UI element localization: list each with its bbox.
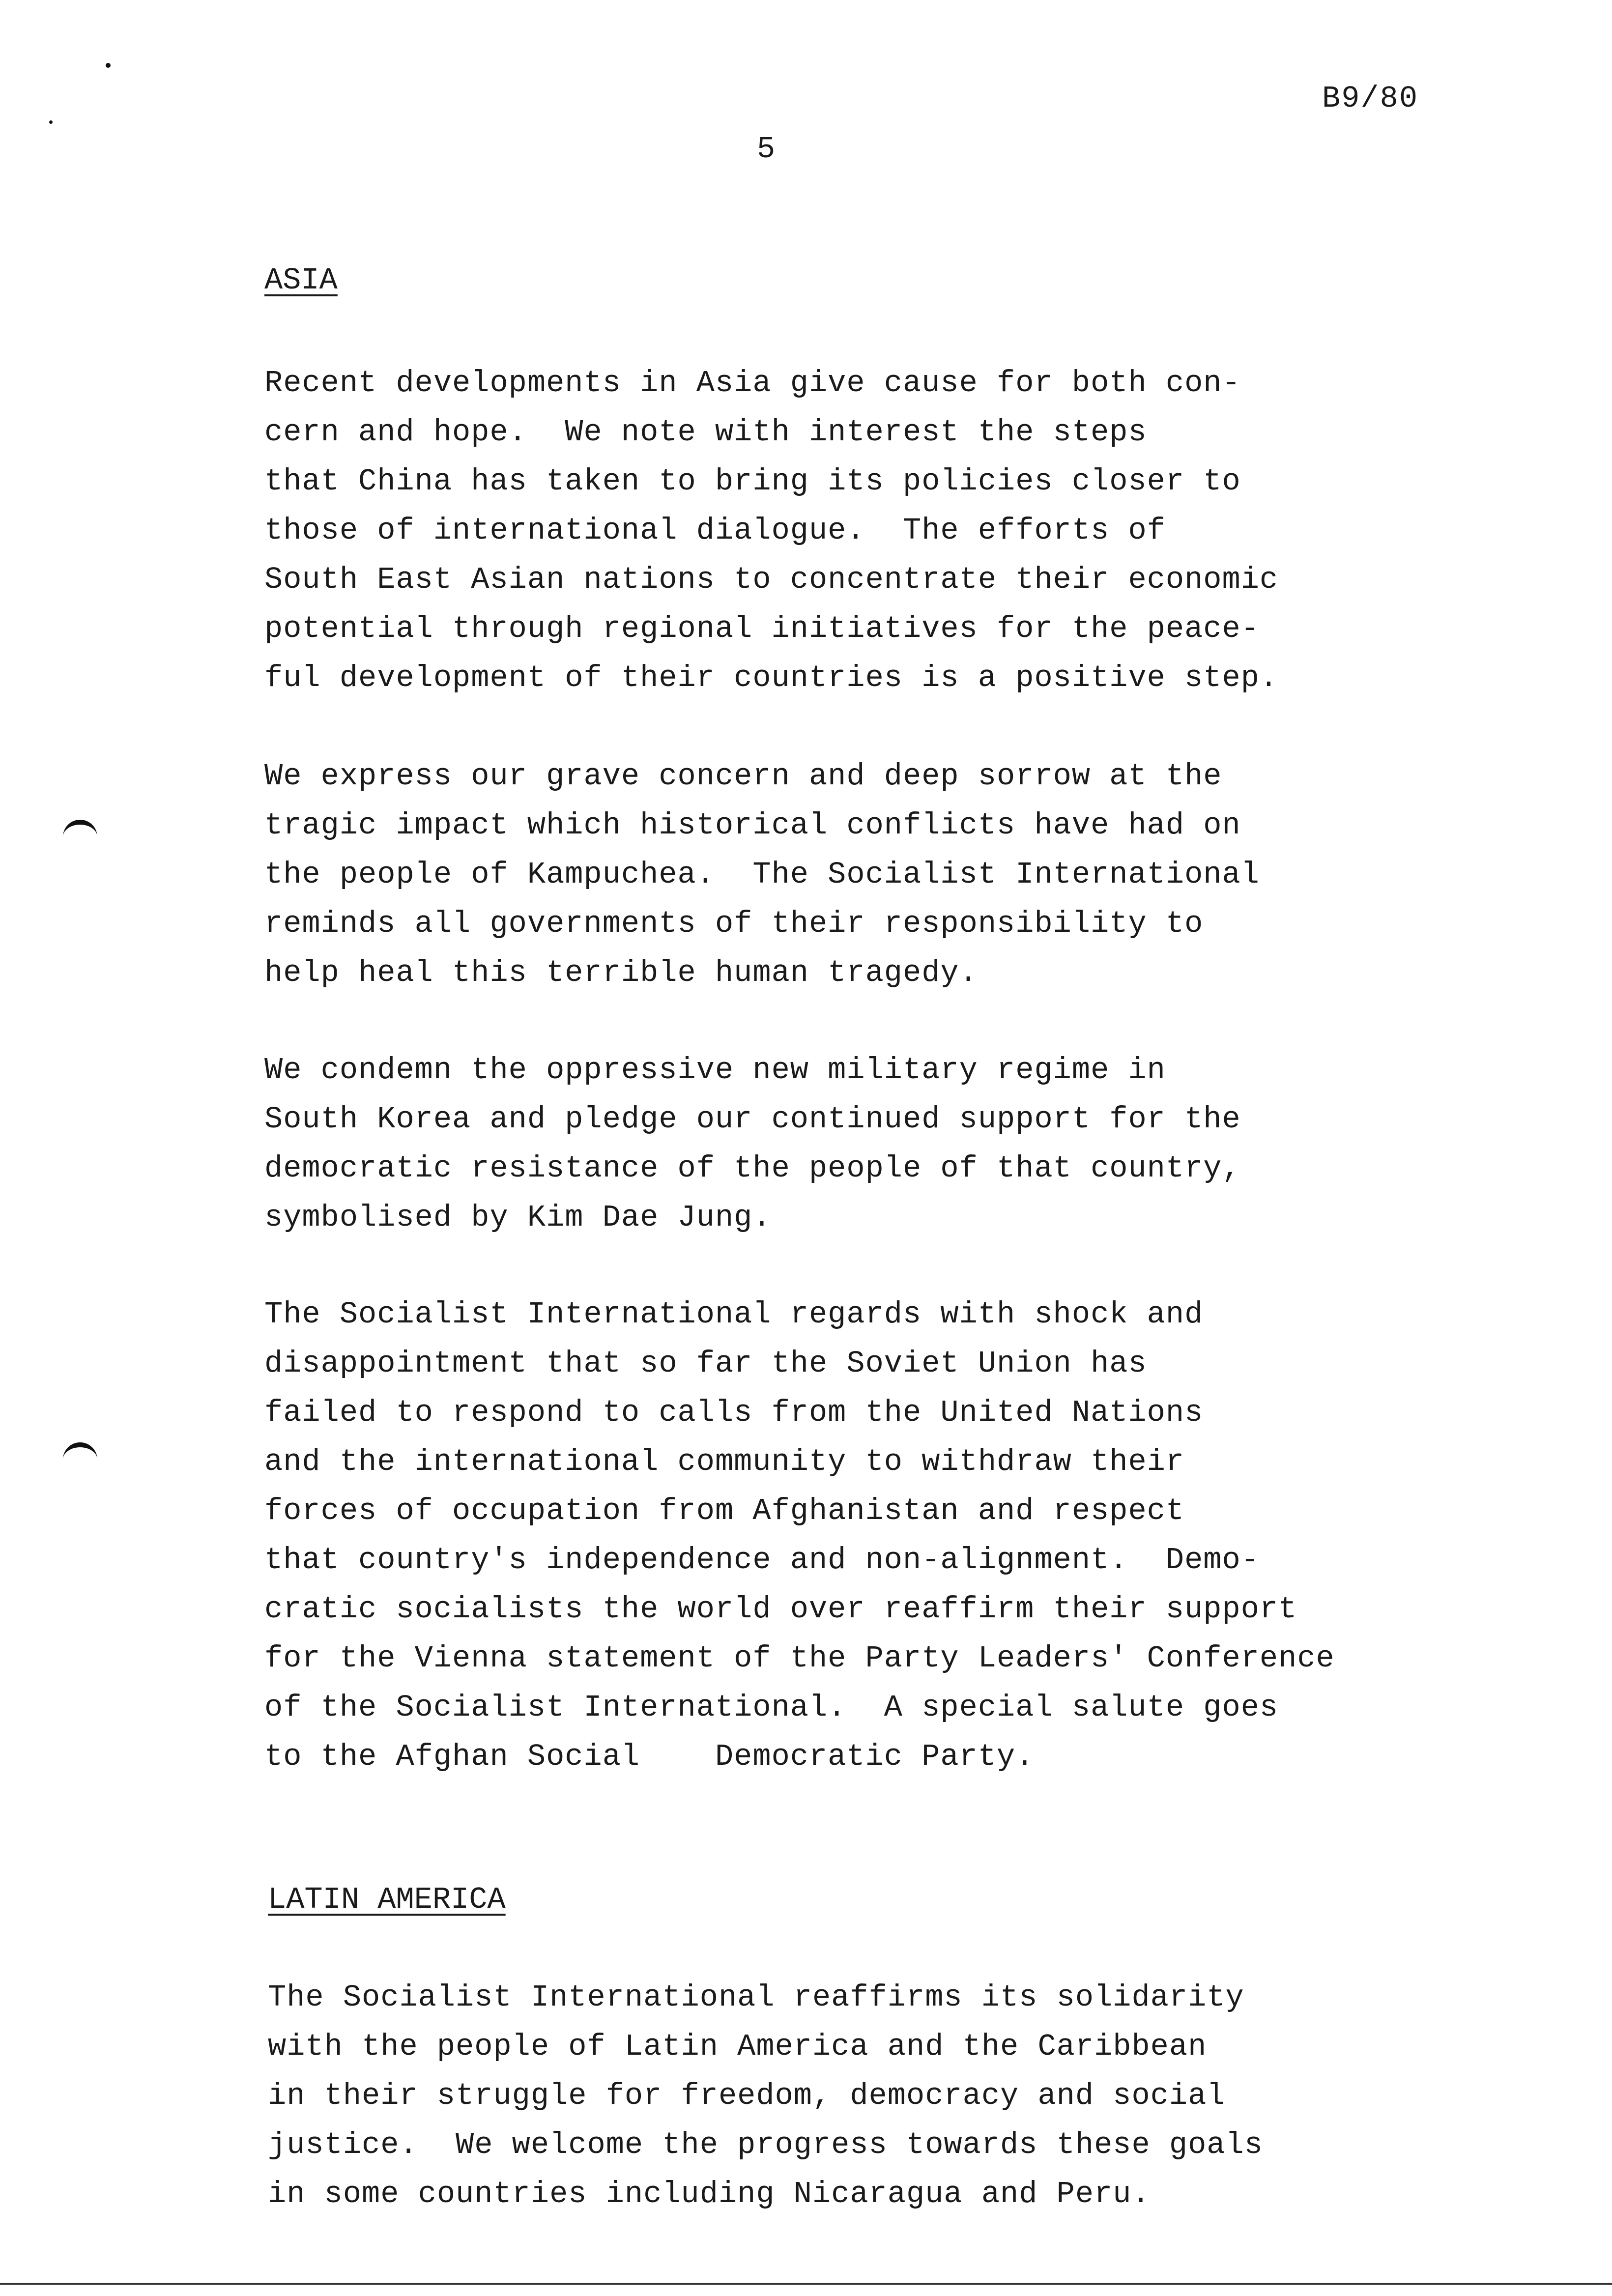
text-line: potential through regional initiatives for the peace- <box>264 611 1260 646</box>
paragraph-asia-1 <box>264 359 1395 703</box>
text-line: disappointment that so far the Soviet Union has <box>264 1346 1147 1381</box>
text-line: justice. We welcome the progress towards these goals <box>268 2127 1263 2162</box>
margin-mark <box>63 1442 97 1461</box>
scan-speck <box>49 120 53 124</box>
text-line: The Socialist International reaffirms its solidarity <box>268 1980 1244 2015</box>
text-line: with the people of Latin America and the Caribbean <box>268 2029 1207 2064</box>
page-bottom-rule <box>0 2283 1612 2285</box>
paragraph-latin-america-1 <box>268 1973 1398 2219</box>
text-line: tragic impact which historical conflicts have had on <box>264 808 1241 843</box>
page-number: 5 <box>757 132 776 167</box>
text-line: of the Socialist International. A special salute goes <box>264 1690 1279 1725</box>
text-line: cratic socialists the world over reaffirm their support <box>264 1592 1297 1627</box>
text-line: Recent developments in Asia give cause for both con- <box>264 366 1241 401</box>
text-line: help heal this terrible human tragedy. <box>264 955 978 990</box>
text-line: cern and hope. We note with interest the steps <box>264 415 1147 450</box>
text-line: democratic resistance of the people of that country, <box>264 1151 1241 1186</box>
margin-mark <box>63 820 97 838</box>
text-line: in some countries including Nicaragua and Peru. <box>268 2177 1151 2211</box>
paragraph-asia-2 <box>264 752 1395 998</box>
text-line: the people of Kampuchea. The Socialist International <box>264 857 1260 892</box>
text-line: ful development of their countries is a positive step. <box>264 660 1279 695</box>
paragraph-asia-4 <box>264 1290 1395 1781</box>
text-line: symbolised by Kim Dae Jung. <box>264 1200 772 1235</box>
text-line: to the Afghan Social Democratic Party. <box>264 1739 1035 1774</box>
text-line: in their struggle for freedom, democracy and social <box>268 2078 1226 2113</box>
text-line: for the Vienna statement of the Party Leaders' Conference <box>264 1641 1335 1676</box>
text-line: that China has taken to bring its policies closer to <box>264 464 1241 499</box>
text-line: The Socialist International regards with shock and <box>264 1297 1204 1332</box>
text-line: South Korea and pledge our continued support for the <box>264 1102 1241 1137</box>
scan-speck <box>106 63 111 68</box>
section-heading-latin-america: LATIN AMERICA <box>268 1882 506 1917</box>
text-line: We express our grave concern and deep sorrow at the <box>264 759 1222 794</box>
text-line: and the international community to withdraw their <box>264 1444 1185 1479</box>
text-line: South East Asian nations to concentrate their economic <box>264 562 1279 597</box>
text-line: We condemn the oppressive new military regime in <box>264 1053 1166 1088</box>
document-reference: B9/80 <box>1322 81 1419 116</box>
text-line: that country's independence and non-alignment. Demo- <box>264 1543 1260 1578</box>
text-line: forces of occupation from Afghanistan and respect <box>264 1493 1185 1528</box>
text-line: those of international dialogue. The efforts of <box>264 513 1166 548</box>
text-line: failed to respond to calls from the United Nations <box>264 1395 1204 1430</box>
section-heading-asia: ASIA <box>264 263 338 298</box>
text-line: reminds all governments of their responsibility to <box>264 906 1204 941</box>
paragraph-asia-3 <box>264 1046 1395 1242</box>
